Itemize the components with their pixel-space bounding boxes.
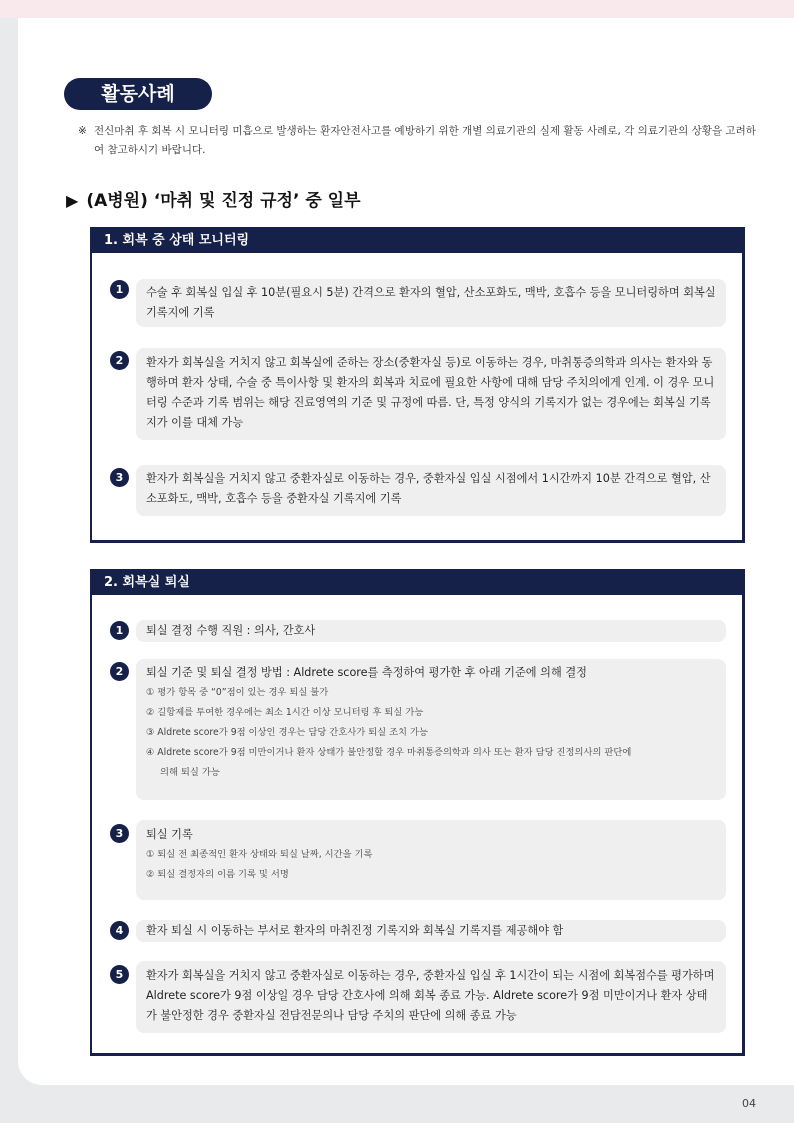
intro-note [78,122,758,160]
item-text: 퇴실 기록 [146,828,193,841]
item-text: 환자 퇴실 시 이동하는 부서로 환자의 마취진정 기록지와 회복실 기록지를 제공해야 함 [146,924,564,937]
sub-item: ③ Aldrete score가 9점 이상인 경우는 담당 간호사가 퇴실 조치 가능 [146,727,428,738]
item-text: 환자가 회복실을 거치지 않고 중환자실로 이동하는 경우, 중환자실 입실 시점에서 1시간까지 10분 간격으로 혈압, 산소포화도, 맥박, 호흡수 등을 중환자실 기록지에 기록 [146,472,711,505]
item-text: 수술 후 회복실 입실 후 10분(필요시 5분) 간격으로 환자의 혈압, 산소포화도, 맥박, 호흡수 등을 모니터링하며 회복실 기록지에 기록 [146,286,716,319]
sub-item: ② 길항제를 투여한 경우에는 최소 1시간 이상 모니터링 후 퇴실 가능 [146,707,424,718]
sub-item-continued: 의해 퇴실 가능 [160,767,220,778]
number-badge: 1 [110,280,129,299]
sub-item: ① 퇴실 전 최종적인 환자 상태와 퇴실 날짜, 시간을 기록 [146,849,373,860]
item-card [136,279,726,327]
item-card [136,961,726,1033]
top-band [0,0,794,18]
sub-item: ① 평가 항목 중 “0”점이 있는 경우 퇴실 불가 [146,687,329,698]
box-recovery-monitoring [90,227,745,543]
item-card [136,465,726,516]
number-badge: 4 [110,921,129,940]
number-badge: 3 [110,824,129,843]
number-badge: 3 [110,468,129,487]
item-text: 퇴실 결정 수행 직원 : 의사, 간호사 [146,624,316,637]
item-card [136,820,726,900]
item-text: 퇴실 기준 및 퇴실 결정 방법 : Aldrete score를 측정하여 평가한 후 아래 기준에 의해 결정 [146,666,587,679]
sub-item: ④ Aldrete score가 9점 미만이거나 환자 상태가 불안정할 경우 마취통증의학과 의사 또는 환자 담당 진정의사의 판단에 [146,747,632,758]
intro-text: 전신마취 후 회복 시 모니터링 미흡으로 발생하는 환자안전사고를 예방하기 위한 개별 의료기관의 실제 활동 사례로, 각 의료기관의 상황을 고려하여 참고하시기 바랍니다. [94,125,756,156]
reference-mark: ※ [78,125,87,137]
box-recovery-discharge [90,569,745,1056]
sub-item: ② 퇴실 결정자의 이름 기록 및 서명 [146,869,289,880]
box-title: 2. 회복실 퇴실 [92,571,742,595]
item-text: 환자가 회복실을 거치지 않고 회복실에 준하는 장소(중환자실 등)로 이동하는 경우, 마취통증의학과 의사는 환자와 동행하며 환자 상태, 수술 중 특이사항 및 환자의 회복과 치료에 필요한 사항에 대해 담당 주치의에게 인계. 이 경우 모니터링 수준과 기록 범위는 해당 진료영역의 기준 및 규정에 따름. 단, 특정 양식의 기록지가 없는 경우에는 회복실 기록지가 이를 대체 가능 [146,356,715,429]
heading-text: (A병원) ‘마취 및 진정 규정’ 중 일부 [86,191,361,211]
item-card [136,659,726,800]
item-card [136,348,726,440]
item-card [136,620,726,642]
page-number: 04 [742,1097,756,1110]
number-badge: 2 [110,351,129,370]
box-title: 1. 회복 중 상태 모니터링 [92,229,742,253]
example-heading [66,186,361,211]
number-badge: 2 [110,662,129,681]
item-card [136,920,726,942]
item-text: 환자가 회복실을 거치지 않고 중환자실로 이동하는 경우, 중환자실 입실 후 1시간이 되는 시점에 회복점수를 평가하며 Aldrete score가 9점 이상일 경우 담당 간호사에 의해 회복 종료 가능. Aldrete score가 9점 미만이거나 환자 상태가 불안정한 경우 중환자실 전담전문의나 담당 주치의 판단에 의해 종료 가능 [146,969,715,1022]
section-label: 활동사례 [64,78,212,110]
play-triangle-icon: ▶ [66,191,79,210]
number-badge: 1 [110,621,129,640]
number-badge: 5 [110,965,129,984]
